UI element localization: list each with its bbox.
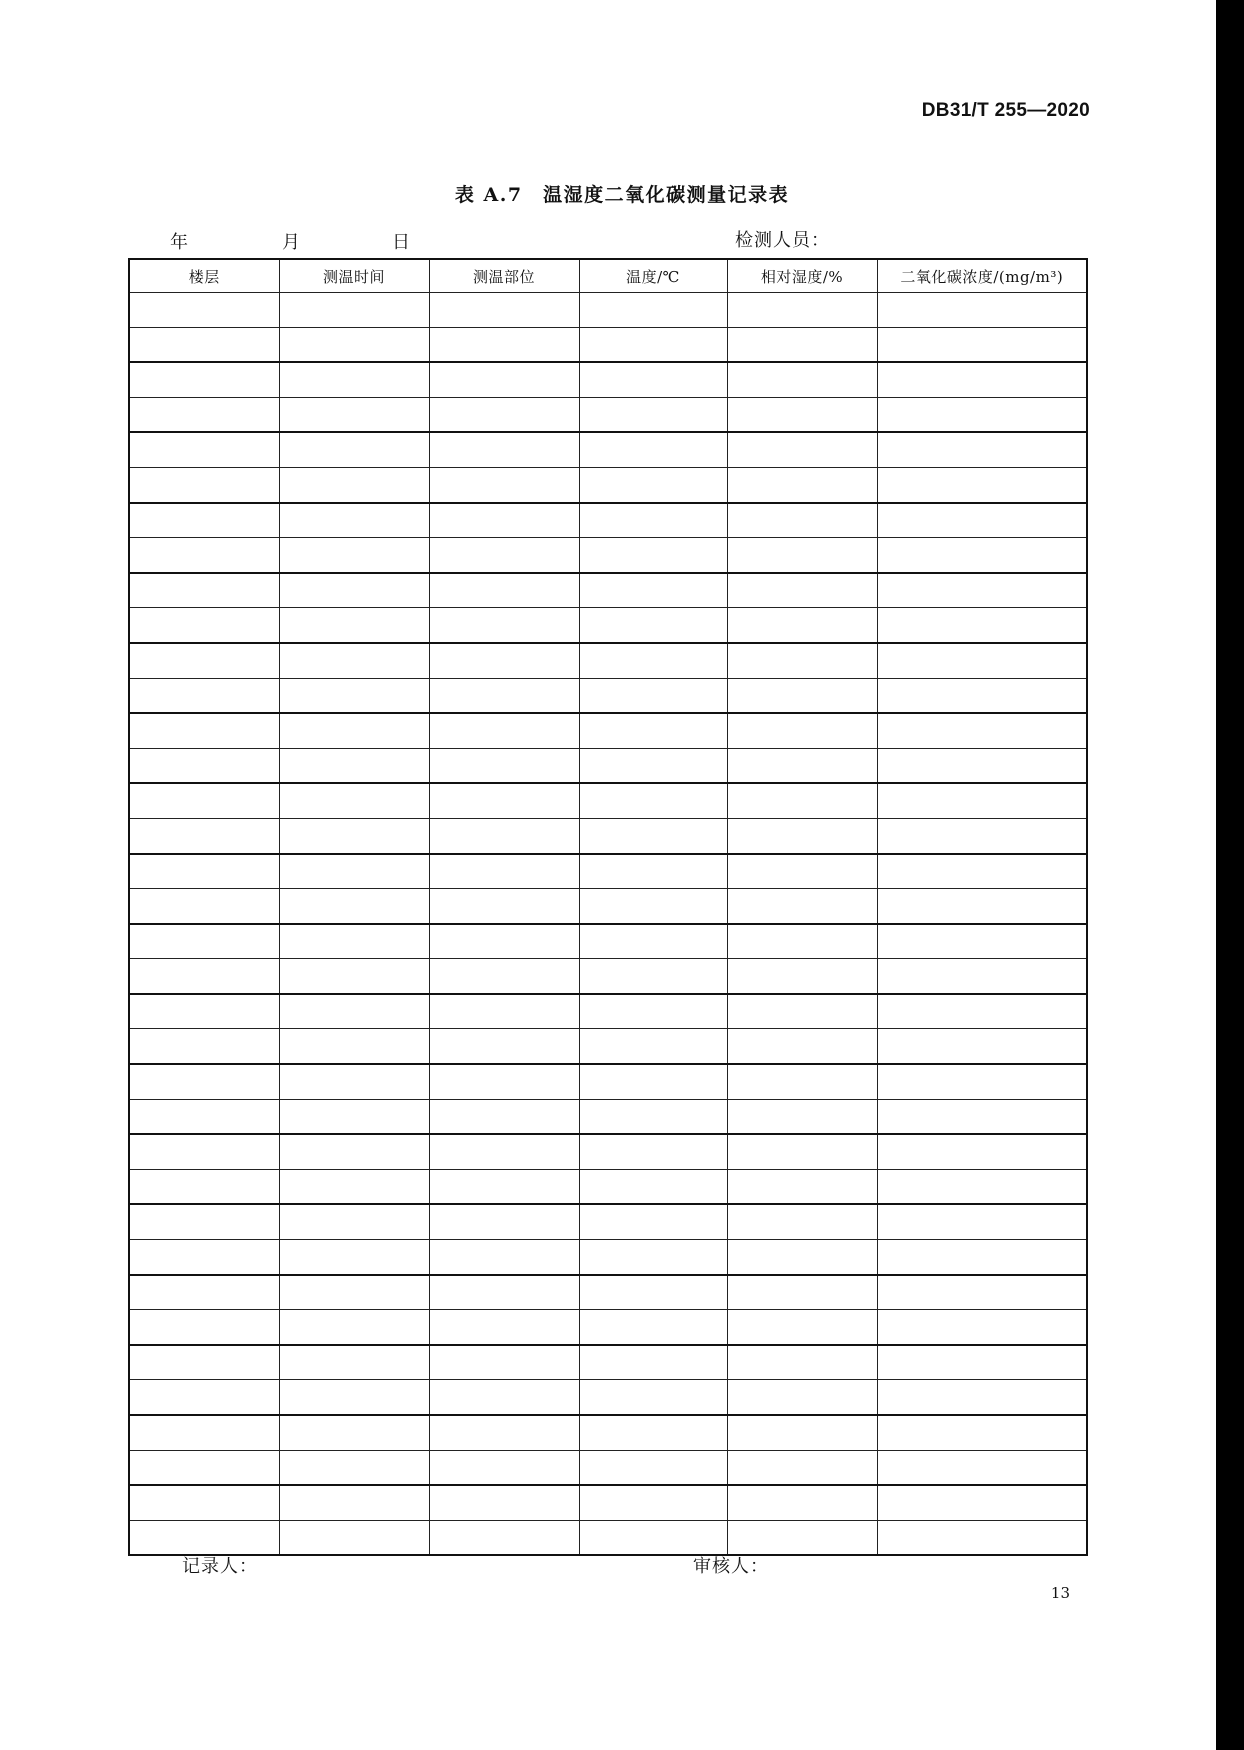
table-cell[interactable] [877,1345,1087,1380]
table-cell[interactable] [129,1064,279,1099]
table-cell[interactable] [727,678,877,713]
table-row [129,1204,1087,1239]
table-cell[interactable] [877,1485,1087,1520]
table-cell[interactable] [279,1485,429,1520]
table-cell[interactable] [129,467,279,502]
table-row [129,959,1087,994]
table-cell[interactable] [429,713,579,748]
table-cell[interactable] [429,1240,579,1275]
table-cell[interactable] [877,362,1087,397]
table-cell[interactable] [579,783,727,818]
table-cell[interactable] [129,1275,279,1310]
column-header-location: 测温部位 [429,259,579,293]
table-cell[interactable] [279,1134,429,1169]
table-row [129,573,1087,608]
table-cell[interactable] [877,889,1087,924]
table-cell[interactable] [279,783,429,818]
table-cell[interactable] [129,1029,279,1064]
table-cell[interactable] [429,748,579,783]
table-cell[interactable] [129,1485,279,1520]
table-cell[interactable] [279,959,429,994]
table-cell[interactable] [429,538,579,573]
table-cell[interactable] [877,959,1087,994]
table-cell[interactable] [429,1415,579,1450]
table-cell[interactable] [727,503,877,538]
table-cell[interactable] [877,678,1087,713]
table-cell[interactable] [877,1064,1087,1099]
table-cell[interactable] [279,1029,429,1064]
table-cell[interactable] [579,1134,727,1169]
table-cell[interactable] [279,362,429,397]
inspector-label: 检测人员： [735,230,830,251]
table-cell[interactable] [579,994,727,1029]
table-cell[interactable] [129,538,279,573]
table-cell[interactable] [129,293,279,328]
document-code: DB31/T 255—2020 [921,100,1090,121]
table-cell[interactable] [429,1520,579,1555]
table-cell[interactable] [579,924,727,959]
table-cell[interactable] [429,1345,579,1380]
table-cell[interactable] [579,1169,727,1204]
table-cell[interactable] [727,397,877,432]
table-cell[interactable] [579,1485,727,1520]
table-cell[interactable] [579,643,727,678]
table-cell[interactable] [727,783,877,818]
table-cell[interactable] [129,362,279,397]
table-cell[interactable] [579,573,727,608]
table-cell[interactable] [727,1310,877,1345]
table-cell[interactable] [429,889,579,924]
table-row [129,538,1087,573]
recorder-label: 记录人： [182,1556,258,1577]
table-cell[interactable] [727,713,877,748]
table-cell[interactable] [877,748,1087,783]
table-cell[interactable] [877,397,1087,432]
table-row [129,432,1087,467]
table-cell[interactable] [727,432,877,467]
table-cell[interactable] [129,678,279,713]
table-cell[interactable] [727,1275,877,1310]
column-header-humidity: 相对湿度/% [727,259,877,293]
table-cell[interactable] [429,1310,579,1345]
date-day-label: 日 [392,232,410,253]
table-row [129,924,1087,959]
table-cell[interactable] [877,608,1087,643]
table-cell[interactable] [727,1520,877,1555]
table-cell[interactable] [727,959,877,994]
table-cell[interactable] [877,643,1087,678]
table-cell[interactable] [429,924,579,959]
table-cell[interactable] [877,994,1087,1029]
table-cell[interactable] [727,1204,877,1239]
table-cell[interactable] [877,1204,1087,1239]
table-cell[interactable] [727,1240,877,1275]
table-cell[interactable] [429,994,579,1029]
table-cell[interactable] [727,1134,877,1169]
table-cell[interactable] [279,1520,429,1555]
table-cell[interactable] [279,678,429,713]
table-cell[interactable] [877,573,1087,608]
table-cell[interactable] [877,1029,1087,1064]
table-cell[interactable] [727,293,877,328]
column-header-time: 测温时间 [279,259,429,293]
table-cell[interactable] [877,1310,1087,1345]
table-cell[interactable] [877,1169,1087,1204]
table-row [129,467,1087,502]
column-header-co2: 二氧化碳浓度/(mg/m³) [877,259,1087,293]
table-cell[interactable] [129,1450,279,1485]
table-cell[interactable] [579,1275,727,1310]
table-cell[interactable] [429,959,579,994]
date-month-label: 月 [282,232,300,253]
table-cell[interactable] [129,783,279,818]
table-cell[interactable] [727,1450,877,1485]
table-row [129,1310,1087,1345]
table-cell[interactable] [129,1169,279,1204]
table-cell[interactable] [429,608,579,643]
table-cell[interactable] [727,608,877,643]
table-cell[interactable] [727,643,877,678]
table-cell[interactable] [727,538,877,573]
table-cell[interactable] [727,994,877,1029]
table-cell[interactable] [279,397,429,432]
table-cell[interactable] [279,503,429,538]
table-cell[interactable] [877,538,1087,573]
table-cell[interactable] [727,889,877,924]
table-cell[interactable] [877,1380,1087,1415]
table-cell[interactable] [129,1240,279,1275]
table-cell[interactable] [727,924,877,959]
table-cell[interactable] [727,573,877,608]
table-cell[interactable] [877,327,1087,362]
table-cell[interactable] [877,1450,1087,1485]
table-row [129,1240,1087,1275]
table-cell[interactable] [279,854,429,889]
table-cell[interactable] [727,1485,877,1520]
table-row [129,1134,1087,1169]
table-cell[interactable] [429,1380,579,1415]
table-cell[interactable] [429,1485,579,1520]
table-row [129,293,1087,328]
table-cell[interactable] [579,1029,727,1064]
table-row [129,678,1087,713]
table-cell[interactable] [129,889,279,924]
table-row [129,994,1087,1029]
table-cell[interactable] [877,432,1087,467]
table-cell[interactable] [579,1099,727,1134]
table-row [129,1275,1087,1310]
table-cell[interactable] [279,1275,429,1310]
table-cell[interactable] [279,924,429,959]
table-row [129,1064,1087,1099]
table-row [129,643,1087,678]
table-cell[interactable] [429,1064,579,1099]
table-row [129,397,1087,432]
column-header-floor: 楼层 [129,259,279,293]
table-cell[interactable] [429,327,579,362]
table-cell[interactable] [727,1099,877,1134]
table-row [129,362,1087,397]
table-cell[interactable] [429,573,579,608]
table-cell[interactable] [877,293,1087,328]
table-cell[interactable] [129,503,279,538]
table-body [129,293,1087,1556]
table-row [129,818,1087,853]
table-cell[interactable] [129,573,279,608]
table-cell[interactable] [877,1415,1087,1450]
table-row [129,1169,1087,1204]
table-cell[interactable] [429,1029,579,1064]
table-cell[interactable] [279,713,429,748]
table-cell[interactable] [129,959,279,994]
table-row [129,1029,1087,1064]
table-cell[interactable] [279,432,429,467]
table-cell[interactable] [727,1064,877,1099]
table-cell[interactable] [579,432,727,467]
table-cell[interactable] [129,1415,279,1450]
table-cell[interactable] [579,748,727,783]
table-cell[interactable] [429,1134,579,1169]
table-cell[interactable] [579,538,727,573]
table-cell[interactable] [279,293,429,328]
table-cell[interactable] [429,783,579,818]
table-cell[interactable] [877,924,1087,959]
table-cell[interactable] [129,818,279,853]
table-row [129,327,1087,362]
table-cell[interactable] [727,467,877,502]
table-cell[interactable] [877,1099,1087,1134]
table-cell[interactable] [579,854,727,889]
table-cell[interactable] [129,1310,279,1345]
table-cell[interactable] [579,327,727,362]
table-cell[interactable] [279,1310,429,1345]
table-cell[interactable] [579,362,727,397]
table-cell[interactable] [129,643,279,678]
table-cell[interactable] [279,467,429,502]
table-cell[interactable] [877,467,1087,502]
table-cell[interactable] [279,643,429,678]
table-cell[interactable] [877,503,1087,538]
date-year-label: 年 [170,232,188,253]
table-cell[interactable] [429,818,579,853]
table-cell[interactable] [429,467,579,502]
table-cell[interactable] [129,994,279,1029]
table-row [129,1099,1087,1134]
table-cell[interactable] [279,608,429,643]
table-row [129,783,1087,818]
table-cell[interactable] [129,1204,279,1239]
table-cell[interactable] [129,397,279,432]
table-cell[interactable] [279,889,429,924]
table-cell[interactable] [129,608,279,643]
table-cell[interactable] [279,327,429,362]
table-cell[interactable] [877,1520,1087,1555]
table-cell[interactable] [429,1099,579,1134]
table-cell[interactable] [579,889,727,924]
table-cell[interactable] [579,1520,727,1555]
table-cell[interactable] [727,818,877,853]
table-title: 表 A.7 温湿度二氧化碳测量记录表 [454,184,790,206]
table-row [129,854,1087,889]
table-row [129,748,1087,783]
table-cell[interactable] [429,643,579,678]
table-cell[interactable] [579,1064,727,1099]
table-cell[interactable] [579,713,727,748]
table-cell[interactable] [429,503,579,538]
table-row [129,1380,1087,1415]
table-row [129,1485,1087,1520]
table-cell[interactable] [129,432,279,467]
table-cell[interactable] [279,1240,429,1275]
column-header-temperature: 温度/℃ [579,259,727,293]
table-row [129,1345,1087,1380]
table-cell[interactable] [429,1450,579,1485]
table-cell[interactable] [129,1345,279,1380]
table-cell[interactable] [279,818,429,853]
table-cell[interactable] [727,327,877,362]
table-cell[interactable] [129,924,279,959]
table-cell[interactable] [579,1240,727,1275]
table-cell[interactable] [429,1275,579,1310]
table-cell[interactable] [129,327,279,362]
table-cell[interactable] [429,1169,579,1204]
table-cell[interactable] [129,1520,279,1555]
table-cell[interactable] [727,1415,877,1450]
table-cell[interactable] [429,678,579,713]
table-cell[interactable] [877,783,1087,818]
reviewer-label: 审核人： [693,1556,769,1577]
table-cell[interactable] [129,854,279,889]
table-row [129,608,1087,643]
table-cell[interactable] [129,1099,279,1134]
table-cell[interactable] [429,854,579,889]
table-cell[interactable] [429,432,579,467]
table-row [129,1450,1087,1485]
table-cell[interactable] [579,1310,727,1345]
table-cell[interactable] [279,1064,429,1099]
table-row [129,503,1087,538]
page-edge-bar [1216,0,1244,1750]
table-cell[interactable] [129,1380,279,1415]
table-row [129,713,1087,748]
table-cell[interactable] [579,959,727,994]
table-cell[interactable] [727,1345,877,1380]
table-cell[interactable] [727,854,877,889]
table-cell[interactable] [727,1029,877,1064]
table-cell[interactable] [279,1380,429,1415]
table-cell[interactable] [279,1415,429,1450]
table-cell[interactable] [129,713,279,748]
table-cell[interactable] [279,748,429,783]
table-cell[interactable] [279,1099,429,1134]
table-cell[interactable] [429,1204,579,1239]
table-cell[interactable] [877,713,1087,748]
table-cell[interactable] [429,293,579,328]
table-cell[interactable] [727,748,877,783]
table-cell[interactable] [579,608,727,643]
table-cell[interactable] [727,362,877,397]
table-cell[interactable] [579,1380,727,1415]
table-cell[interactable] [429,397,579,432]
table-cell[interactable] [579,818,727,853]
table-cell[interactable] [579,1345,727,1380]
table-cell[interactable] [579,1415,727,1450]
table-header-row [129,259,1087,293]
table-cell[interactable] [279,1204,429,1239]
table-cell[interactable] [727,1380,877,1415]
table-cell[interactable] [579,1450,727,1485]
table-cell[interactable] [579,397,727,432]
table-cell[interactable] [579,1204,727,1239]
table-cell[interactable] [429,362,579,397]
table-cell[interactable] [727,1169,877,1204]
table-cell[interactable] [579,293,727,328]
table-cell[interactable] [579,467,727,502]
table-cell[interactable] [877,854,1087,889]
table-cell[interactable] [279,994,429,1029]
table-cell[interactable] [279,538,429,573]
table-cell[interactable] [579,678,727,713]
measurement-record-table [128,258,1088,1556]
table-row [129,889,1087,924]
page-number: 13 [1050,1584,1070,1602]
table-cell[interactable] [279,573,429,608]
table-cell[interactable] [877,1134,1087,1169]
table-cell[interactable] [279,1169,429,1204]
table-cell[interactable] [129,1134,279,1169]
table-cell[interactable] [877,1275,1087,1310]
table-row [129,1520,1087,1555]
table-cell[interactable] [279,1345,429,1380]
table-cell[interactable] [279,1450,429,1485]
table-cell[interactable] [579,503,727,538]
table-cell[interactable] [877,1240,1087,1275]
table-cell[interactable] [129,748,279,783]
table-cell[interactable] [877,818,1087,853]
table-row [129,1415,1087,1450]
